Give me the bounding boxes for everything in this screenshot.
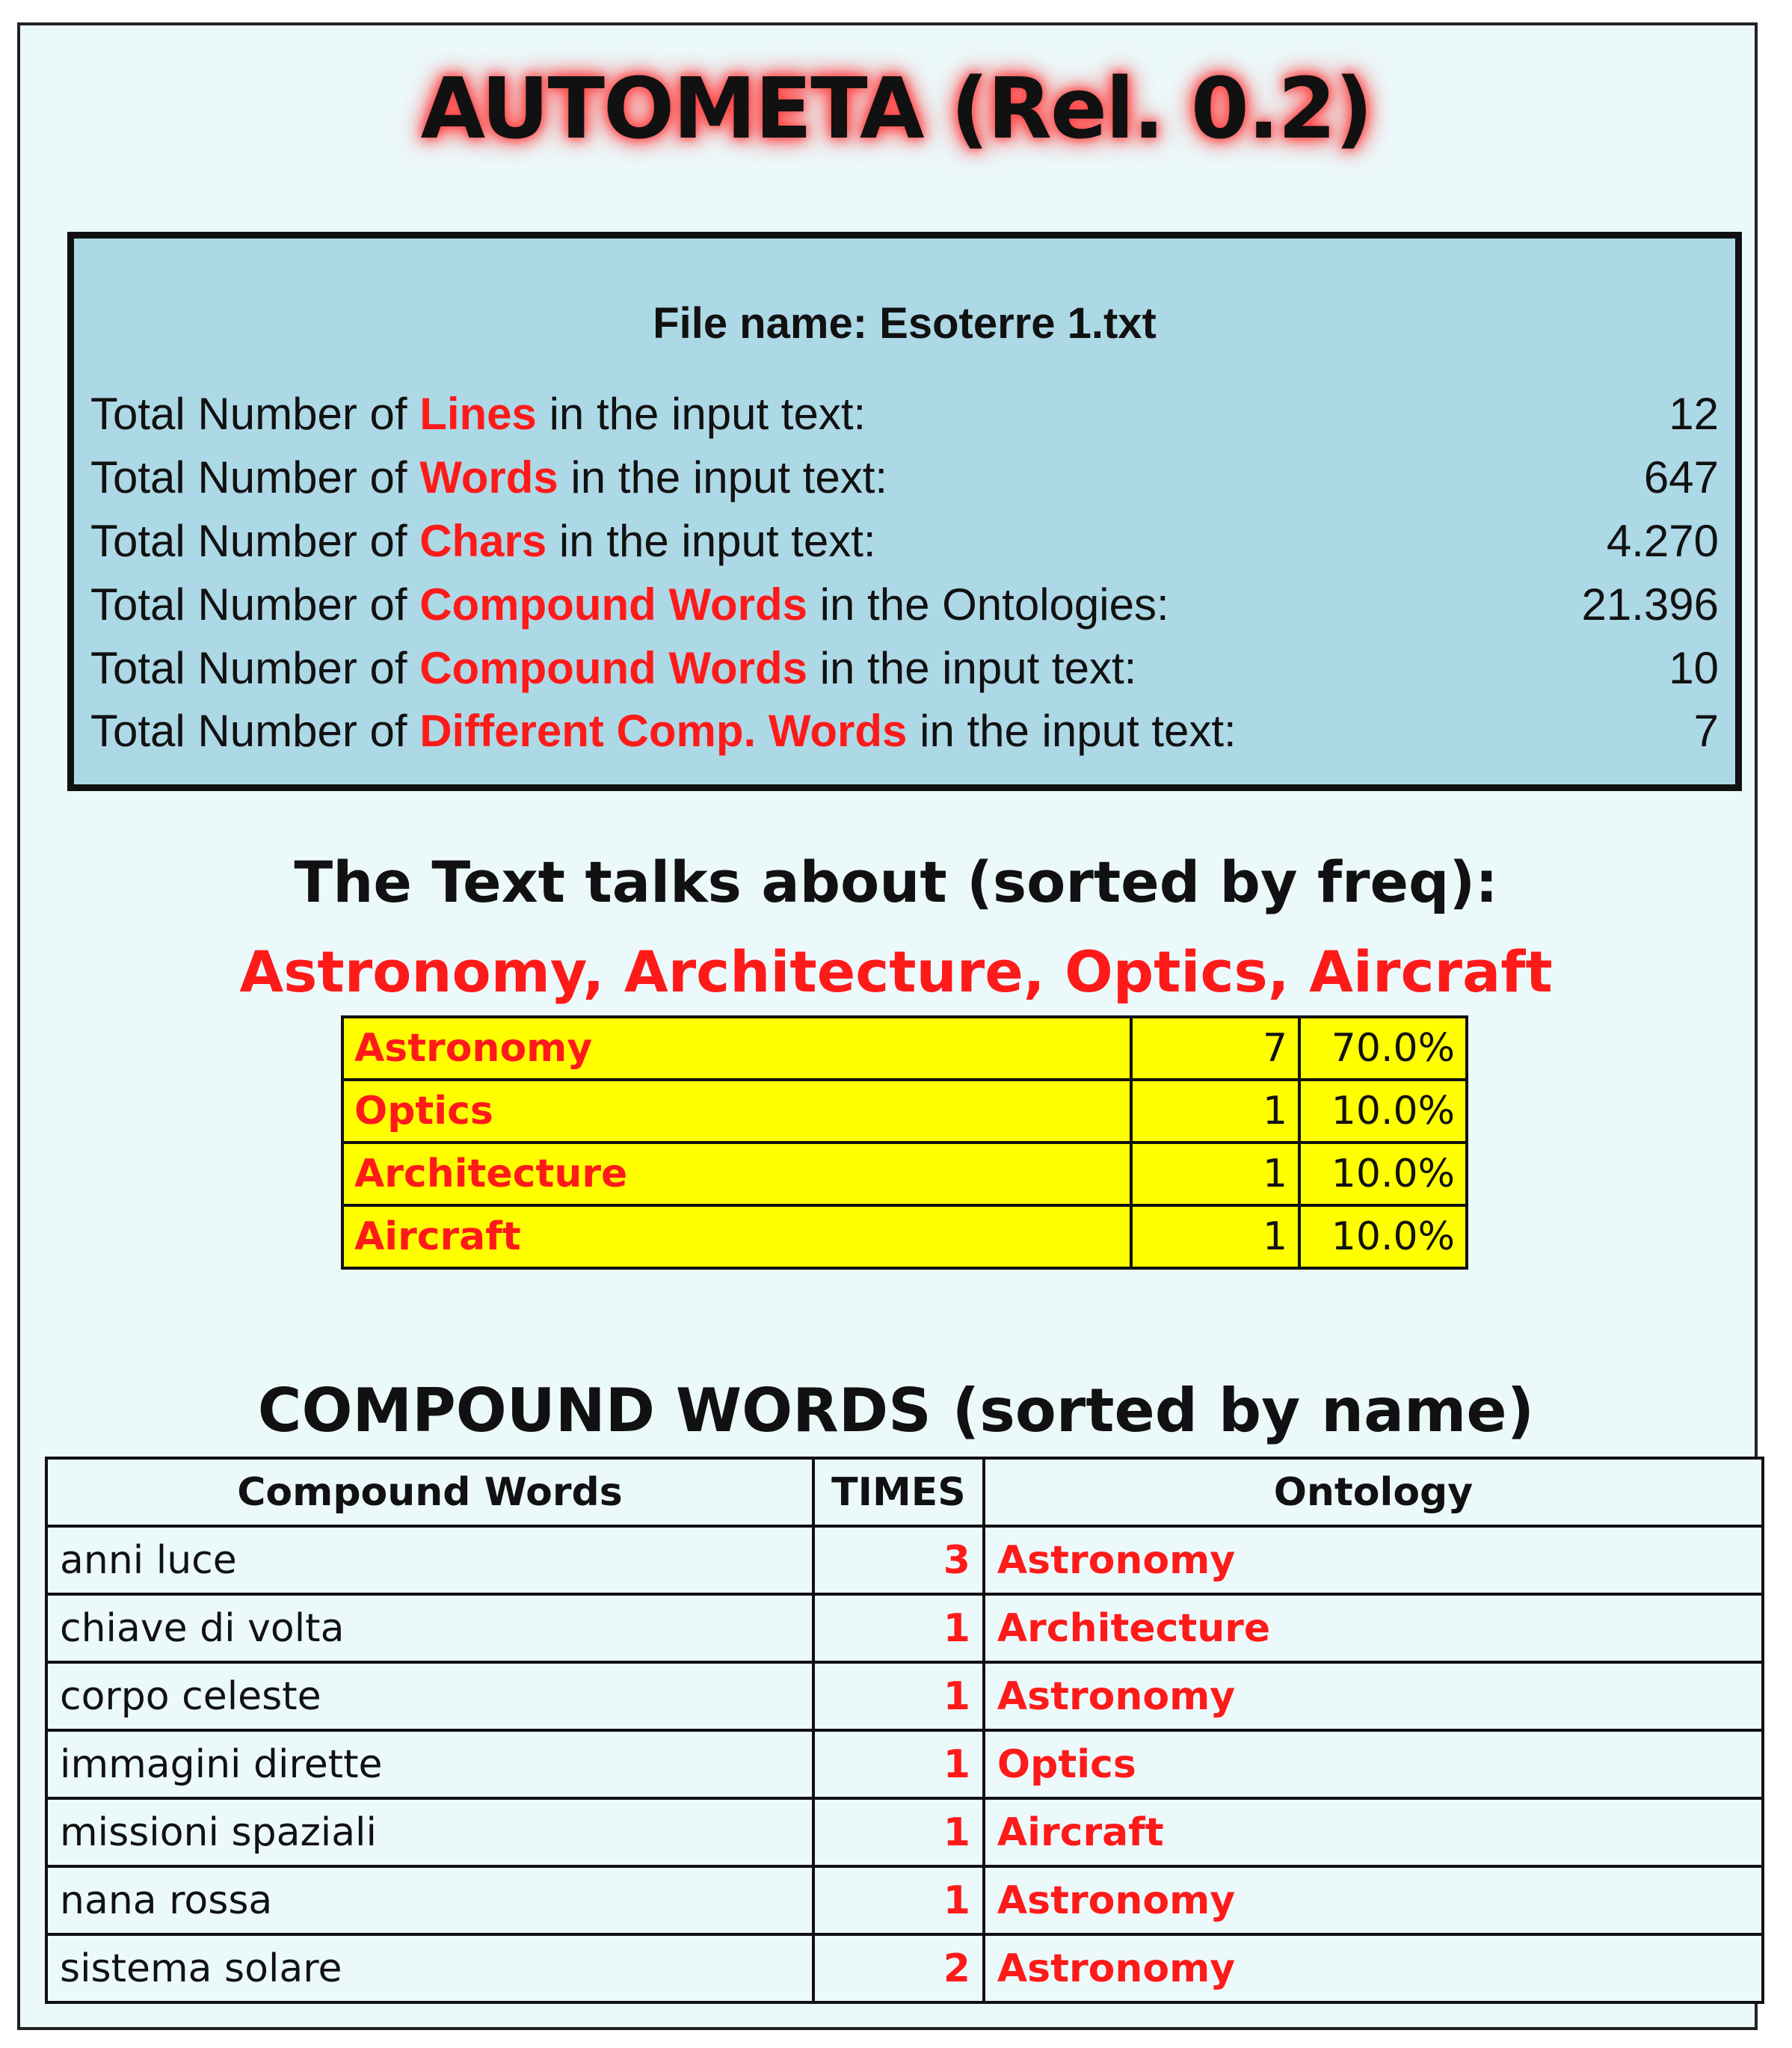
stat-label: Total Number of Different Comp. Words in the input text: — [90, 706, 1237, 756]
stat-value: 4.270 — [1606, 516, 1719, 566]
compound-word: nana rossa — [46, 1866, 813, 1934]
topics-summary: Astronomy, Architecture, Optics, Aircraft — [239, 938, 1553, 1005]
stat-row-lines — [90, 388, 1725, 451]
compound-word: corpo celeste — [46, 1662, 813, 1730]
ontology-name: Astronomy — [984, 1526, 1763, 1594]
compound-word: chiave di volta — [46, 1594, 813, 1662]
stat-row-compound-input — [90, 642, 1725, 705]
times-count: 1 — [813, 1594, 984, 1662]
app-title: AUTOMETA (Rel. 0.2) — [420, 61, 1372, 158]
ontology-name: Architecture — [984, 1594, 1763, 1662]
frequency-row — [342, 1017, 1467, 1080]
stat-value: 21.396 — [1581, 579, 1719, 630]
times-count: 2 — [813, 1934, 984, 2002]
table-row — [46, 1730, 1763, 1798]
times-count: 1 — [813, 1798, 984, 1866]
frequency-row — [342, 1205, 1467, 1268]
column-header-compound-words: Compound Words — [46, 1458, 813, 1526]
stat-keyword: Words — [419, 452, 558, 502]
table-row — [46, 1526, 1763, 1594]
table-row — [46, 1798, 1763, 1866]
table-row — [46, 1866, 1763, 1934]
ontology-name: Architecture — [342, 1143, 1131, 1205]
stat-label: Total Number of Compound Words in the input text: — [90, 643, 1137, 693]
stat-label: Total Number of Lines in the input text: — [90, 389, 866, 439]
topics-heading: The Text talks about (sorted by freq): — [294, 849, 1498, 915]
compound-word: sistema solare — [46, 1934, 813, 2002]
times-count: 1 — [813, 1866, 984, 1934]
ontology-name: Aircraft — [342, 1205, 1131, 1268]
stat-keyword: Compound Words — [419, 643, 808, 693]
ontology-name: Astronomy — [984, 1934, 1763, 2002]
ontology-name: Astronomy — [342, 1017, 1131, 1080]
ontology-name: Optics — [342, 1080, 1131, 1143]
stat-row-chars — [90, 515, 1725, 578]
stat-keyword: Compound Words — [419, 579, 808, 630]
ontology-percent: 70.0% — [1299, 1017, 1467, 1080]
ontology-percent: 10.0% — [1299, 1205, 1467, 1268]
ontology-name: Astronomy — [984, 1662, 1763, 1730]
stat-keyword: Lines — [419, 389, 537, 439]
table-header-row — [46, 1458, 1763, 1526]
times-count: 1 — [813, 1730, 984, 1798]
stat-value: 647 — [1643, 452, 1719, 502]
stat-value: 7 — [1693, 706, 1719, 756]
compound-word: missioni spaziali — [46, 1798, 813, 1866]
ontology-name: Astronomy — [984, 1866, 1763, 1934]
column-header-ontology: Ontology — [984, 1458, 1763, 1526]
ontology-name: Optics — [984, 1730, 1763, 1798]
stat-row-compound-ontologies — [90, 579, 1725, 642]
stat-label: Total Number of Chars in the input text: — [90, 516, 876, 566]
stat-value: 12 — [1669, 389, 1719, 439]
stat-keyword: Chars — [419, 516, 547, 566]
table-row — [46, 1934, 1763, 2002]
frequency-row — [342, 1143, 1467, 1205]
times-count: 1 — [813, 1662, 984, 1730]
ontology-count: 7 — [1131, 1017, 1299, 1080]
stat-keyword: Different Comp. Words — [419, 706, 908, 756]
stats-panel — [67, 232, 1742, 791]
frequency-table — [341, 1015, 1468, 1270]
column-header-times: TIMES — [813, 1458, 984, 1526]
ontology-name: Aircraft — [984, 1798, 1763, 1866]
ontology-count: 1 — [1131, 1080, 1299, 1143]
file-name-label: File name: Esoterre 1.txt — [653, 299, 1157, 348]
table-row — [46, 1662, 1763, 1730]
compound-words-table — [45, 1457, 1764, 2004]
stat-label: Total Number of Words in the input text: — [90, 452, 888, 502]
stat-label: Total Number of Compound Words in the Ontologies: — [90, 579, 1169, 630]
ontology-percent: 10.0% — [1299, 1080, 1467, 1143]
table-row — [46, 1594, 1763, 1662]
frequency-row — [342, 1080, 1467, 1143]
ontology-count: 1 — [1131, 1143, 1299, 1205]
compound-word: anni luce — [46, 1526, 813, 1594]
stat-value: 10 — [1669, 643, 1719, 693]
compound-word: immagini dirette — [46, 1730, 813, 1798]
ontology-percent: 10.0% — [1299, 1143, 1467, 1205]
compound-words-heading: COMPOUND WORDS (sorted by name) — [257, 1376, 1535, 1445]
ontology-count: 1 — [1131, 1205, 1299, 1268]
stat-row-words — [90, 452, 1725, 514]
times-count: 3 — [813, 1526, 984, 1594]
stat-row-different-compound — [90, 705, 1725, 768]
